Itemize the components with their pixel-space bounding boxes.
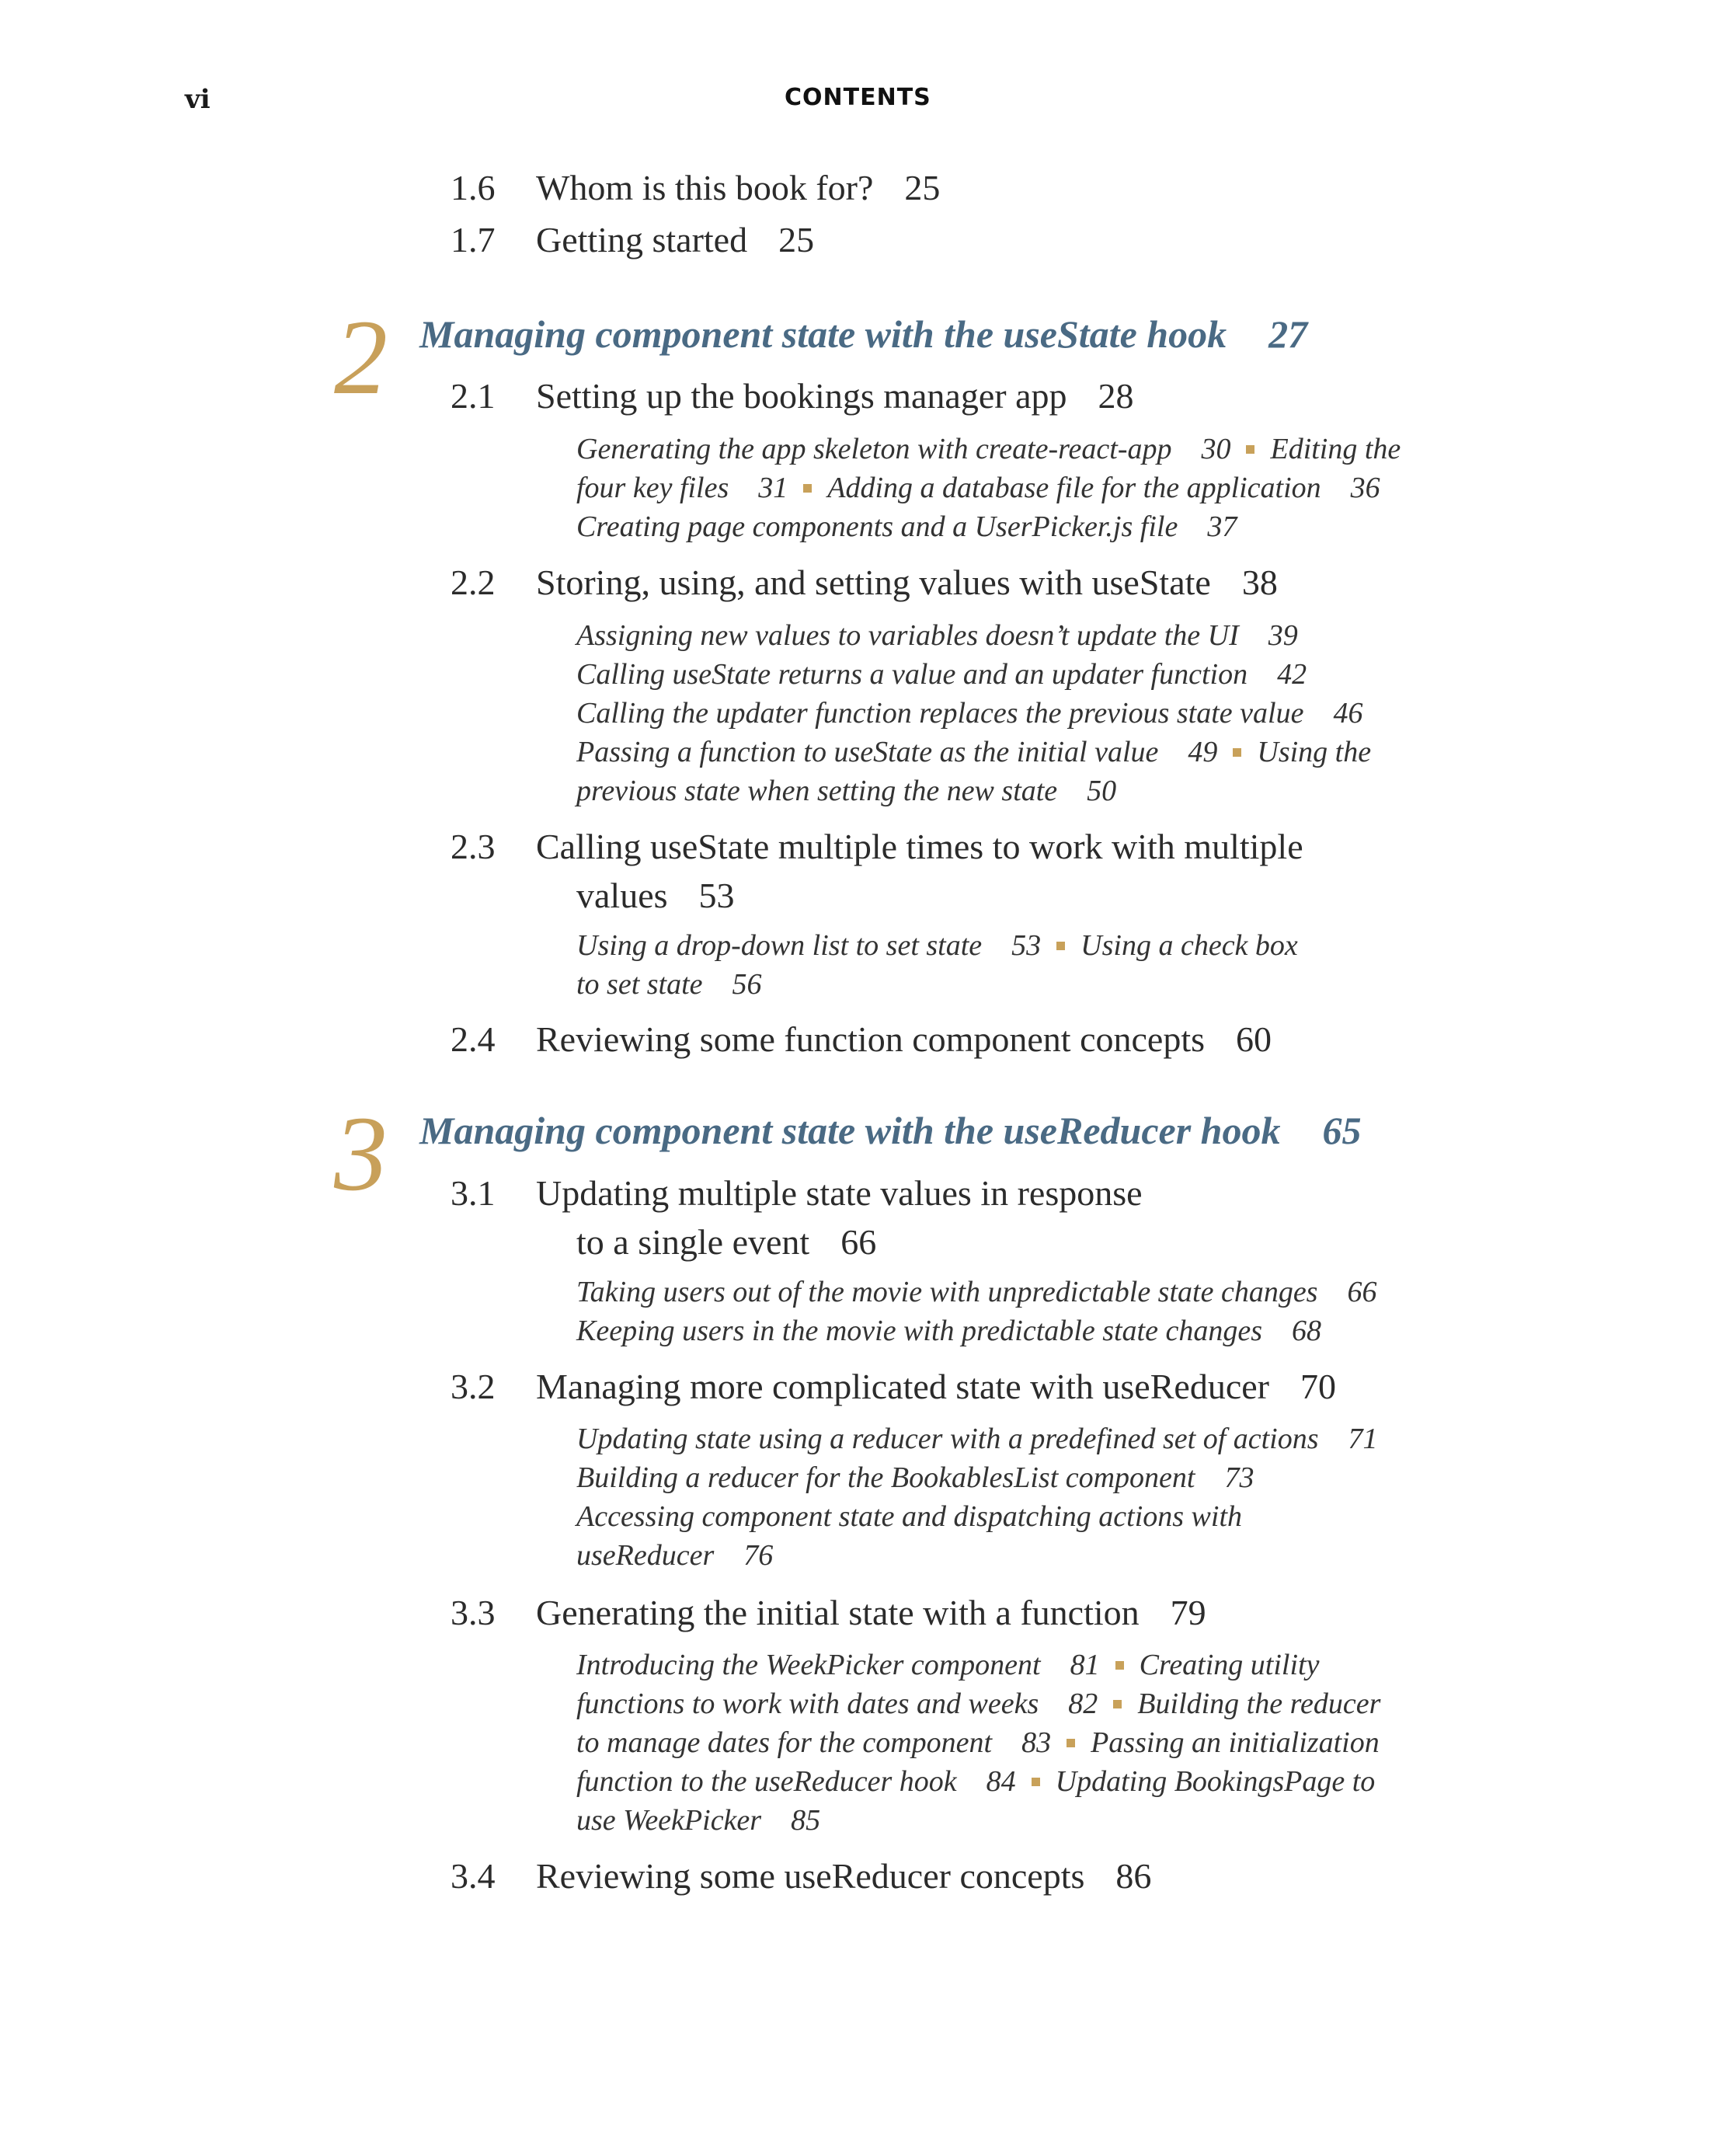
topic-page: 85 [791, 1804, 821, 1837]
topic-page: 83 [1021, 1726, 1052, 1759]
running-head: CONTENTS [785, 84, 931, 111]
page-folio: vi [185, 84, 211, 115]
toc-section-2-3-continued[interactable] [576, 874, 735, 918]
topic-text: Updating BookingsPage to [1055, 1765, 1376, 1798]
topic-text: Passing an initialization [1091, 1726, 1380, 1759]
topic-text: Keeping users in the movie with predictable state changes [576, 1315, 1262, 1347]
toc-section-2-4[interactable] [451, 1018, 1272, 1061]
section-title: Whom is this book for? [536, 168, 874, 207]
topic-text: to set state [576, 968, 703, 1001]
toc-subentry-line [576, 926, 1298, 965]
toc-subentry-line [576, 1684, 1380, 1723]
topic-text: Editing the [1270, 433, 1401, 465]
bullet-separator [1113, 1700, 1122, 1708]
toc-subentry-line [576, 694, 1378, 733]
section-page: 66 [840, 1222, 877, 1262]
section-page: 53 [698, 876, 735, 915]
toc-section-2-1[interactable] [451, 374, 1134, 418]
section-title: Setting up the bookings manager app [536, 376, 1067, 416]
topic-page: 76 [743, 1539, 774, 1572]
toc-subentry-line [576, 1497, 1242, 1536]
topic-page: 66 [1347, 1276, 1377, 1308]
topic-text: Using a drop-down list to set state [576, 929, 983, 962]
topic-text: Using the [1257, 736, 1372, 768]
topic-page: 53 [1011, 929, 1042, 962]
section-number: 2.2 [451, 563, 496, 602]
toc-section-3-1[interactable] [451, 1172, 1143, 1215]
topic-text: Using a check box [1080, 929, 1298, 962]
topic-page: 31 [758, 472, 788, 504]
toc-subentry-line [576, 1801, 836, 1840]
topic-text: use WeekPicker [576, 1804, 762, 1837]
chapter-number: 2 [334, 298, 388, 416]
toc-section-3-4[interactable] [451, 1855, 1151, 1898]
topic-text: Generating the app skeleton with create-react-app [576, 433, 1172, 465]
topic-page: 84 [986, 1765, 1016, 1798]
section-page: 25 [778, 220, 815, 259]
topic-text: previous state when setting the new state [576, 775, 1058, 807]
chapter-page: 27 [1268, 312, 1308, 356]
topic-text: Building the reducer [1137, 1688, 1381, 1720]
topic-page: 68 [1291, 1315, 1321, 1347]
bullet-separator [1067, 1739, 1075, 1747]
topic-text: Passing a function to useState as the initial value [576, 736, 1159, 768]
toc-subentry-line [576, 771, 1132, 810]
toc-subentry-line [576, 1419, 1394, 1458]
toc-subentry-line [576, 1762, 1375, 1801]
topic-text: useReducer [576, 1539, 715, 1572]
bullet-separator [803, 484, 812, 493]
topic-text: four key files [576, 472, 729, 504]
topic-page: 46 [1333, 697, 1363, 730]
toc-subentry-line [576, 965, 778, 1004]
topic-text: Accessing component state and dispatching actions with [576, 1500, 1243, 1533]
section-title: Storing, using, and setting values with useState [536, 563, 1211, 602]
toc-subentry-line [576, 430, 1401, 468]
toc-subentry-line [576, 507, 1252, 546]
toc-subentry-line [576, 1458, 1269, 1497]
toc-section-1-6[interactable] [451, 166, 940, 210]
toc-section-3-2[interactable] [451, 1365, 1336, 1409]
topic-text: Introducing the WeekPicker component [576, 1649, 1041, 1681]
topic-page: 42 [1277, 658, 1307, 691]
toc-subentry-line [576, 733, 1371, 771]
topic-page: 37 [1207, 510, 1237, 543]
toc-subentry-line [576, 616, 1314, 655]
bullet-separator [1032, 1778, 1040, 1786]
toc-section-3-1-continued[interactable] [576, 1221, 876, 1264]
topic-text: function to the useReducer hook [576, 1765, 957, 1798]
section-page: 86 [1115, 1856, 1152, 1896]
topic-page: 71 [1348, 1423, 1378, 1455]
topic-text: Creating utility [1139, 1649, 1320, 1681]
bullet-separator [1056, 942, 1065, 950]
topic-text: Assigning new values to variables doesn’t update the UI [576, 619, 1239, 652]
section-title: Reviewing some useReducer concepts [536, 1856, 1085, 1896]
toc-subentry-line [576, 1723, 1380, 1762]
section-title: Generating the initial state with a function [536, 1593, 1140, 1632]
toc-subentry-line [576, 655, 1322, 694]
section-number: 3.3 [451, 1593, 496, 1632]
section-number: 2.4 [451, 1019, 496, 1059]
section-page: 38 [1241, 563, 1278, 602]
toc-subentry-line [576, 468, 1396, 507]
section-title: Managing more complicated state with useReducer [536, 1367, 1269, 1406]
topic-text: Creating page components and a UserPicker.js file [576, 510, 1178, 543]
toc-subentry-line [576, 1311, 1337, 1350]
topic-text: functions to work with dates and weeks [576, 1688, 1039, 1720]
topic-text: to manage dates for the component [576, 1726, 993, 1759]
toc-subentry-line [576, 1536, 788, 1575]
topic-page: 73 [1224, 1461, 1254, 1494]
toc-section-2-3[interactable] [451, 825, 1303, 869]
topic-page: 56 [732, 968, 762, 1001]
section-number: 2.3 [451, 827, 496, 866]
section-title-continued: to a single event [576, 1222, 810, 1262]
topic-page: 82 [1068, 1688, 1098, 1720]
topic-page: 36 [1350, 472, 1380, 504]
toc-subentry-line [576, 1273, 1392, 1311]
section-number: 2.1 [451, 376, 496, 416]
topic-page: 49 [1188, 736, 1218, 768]
topic-page: 39 [1268, 619, 1298, 652]
section-page: 60 [1236, 1019, 1272, 1059]
topic-text: Adding a database file for the application [827, 472, 1321, 504]
section-page: 70 [1300, 1367, 1336, 1406]
toc-section-2-2[interactable] [451, 561, 1278, 604]
section-title: Getting started [536, 220, 748, 259]
chapter-page: 65 [1322, 1109, 1362, 1152]
section-title-continued: values [576, 876, 668, 915]
topic-page: 81 [1070, 1649, 1100, 1681]
section-number: 3.1 [451, 1173, 496, 1213]
bullet-separator [1233, 748, 1241, 757]
topic-text: Calling useState returns a value and an updater function [576, 658, 1248, 691]
chapter-title[interactable] [419, 311, 1307, 357]
section-title: Calling useState multiple times to work with multiple [536, 827, 1303, 866]
section-number: 3.2 [451, 1367, 496, 1406]
bullet-separator [1115, 1661, 1124, 1670]
topic-page: 30 [1201, 433, 1231, 465]
section-title: Reviewing some function component concepts [536, 1019, 1206, 1059]
chapter-number: 3 [334, 1094, 388, 1213]
toc-section-1-7[interactable] [451, 218, 814, 262]
section-page: 79 [1170, 1593, 1206, 1632]
section-number: 1.7 [451, 220, 496, 259]
section-page: 28 [1098, 376, 1134, 416]
chapter-title-text: Managing component state with the useState hook [419, 312, 1227, 356]
topic-text: Building a reducer for the BookablesList component [576, 1461, 1195, 1494]
bullet-separator [1246, 445, 1254, 454]
chapter-title-text: Managing component state with the useReducer hook [419, 1109, 1281, 1152]
section-number: 3.4 [451, 1856, 496, 1896]
chapter-title[interactable] [419, 1107, 1361, 1154]
topic-text: Calling the updater function replaces the previous state value [576, 697, 1304, 730]
topic-text: Taking users out of the movie with unpredictable state changes [576, 1276, 1318, 1308]
topic-page: 50 [1087, 775, 1117, 807]
section-number: 1.6 [451, 168, 496, 207]
toc-section-3-3[interactable] [451, 1591, 1206, 1635]
section-title: Updating multiple state values in response [536, 1173, 1143, 1213]
topic-text: Updating state using a reducer with a predefined set of actions [576, 1423, 1319, 1455]
toc-subentry-line [576, 1646, 1319, 1684]
section-page: 25 [904, 168, 941, 207]
